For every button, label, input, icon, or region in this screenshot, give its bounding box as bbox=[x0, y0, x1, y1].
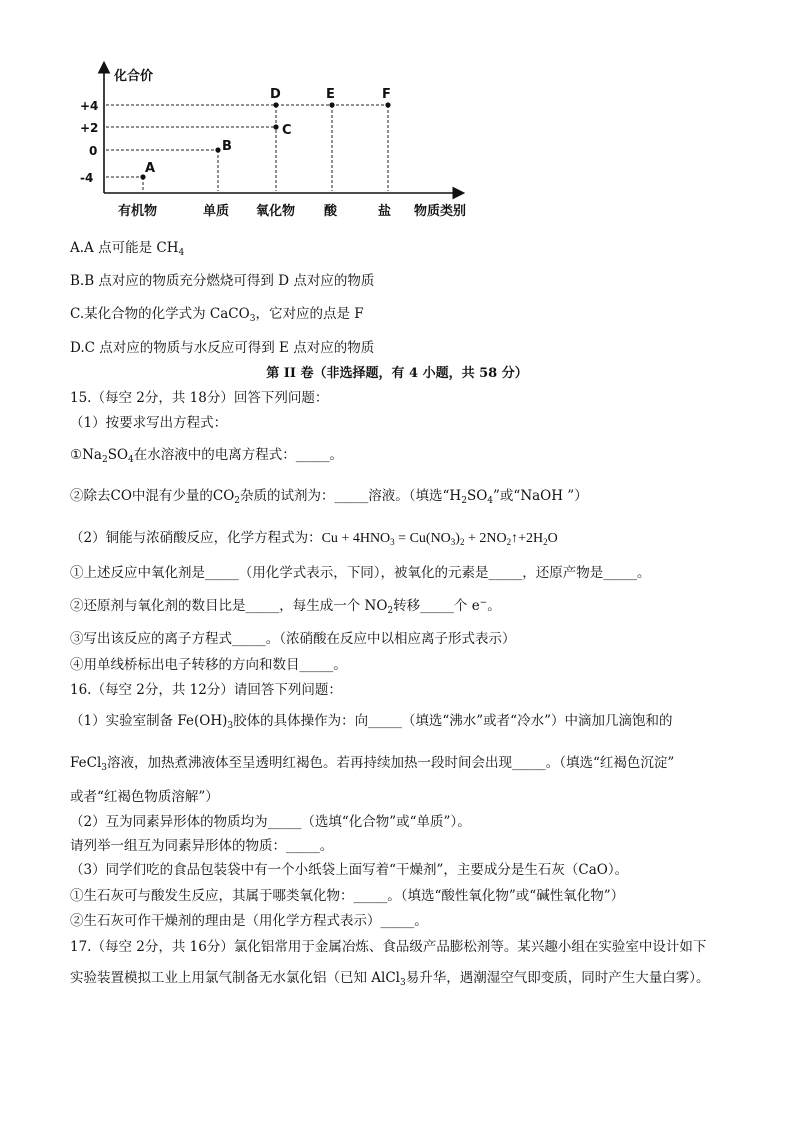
y-tick-label: 0 bbox=[89, 144, 98, 158]
y-tick-label: -4 bbox=[80, 171, 94, 185]
point-b bbox=[215, 147, 220, 152]
q16-line7: ①生石灰可与酸发生反应，其属于哪类氧化物：_____。（填选“酸性氧化物”或“碱性氧化物”） bbox=[70, 888, 625, 904]
q17-line2: 实验装置模拟工业上用氯气制备无水氯化铝（已知 AlCl$_3$易升华，遇潮湿空气即变质，同时产生大量白雾）。 bbox=[70, 970, 710, 988]
q17-line1: 17.（每空 2分，共 16分）氯化铝常用于金属冶炼、食品级产品膨松剂等。某兴趣小组在实验室中设计如下 bbox=[70, 939, 707, 955]
q15-part2: （2）铜能与浓硝酸反应，化学方程式为：$Cu + 4HNO_3 = Cu(NO_3)_2$ + $2NO_2↑+2H_2O$ bbox=[70, 530, 558, 547]
point-f bbox=[385, 102, 390, 107]
x-category-label: 酸 bbox=[324, 204, 338, 219]
q16-line6: （3）同学们吃的食品包装袋中有一个小纸袋上面写着“干燥剂”，主要成分是生石灰（CaO）。 bbox=[70, 862, 629, 878]
x-category-label: 单质 bbox=[203, 204, 230, 219]
q16-line1: （1）实验室制备 $Fe(OH)_3$胶体的具体操作为：向_____（填选“沸水”或者“冷水”）中滴加几滴饱和的 bbox=[70, 713, 673, 731]
point-label-a: A bbox=[145, 161, 156, 176]
q15-line5: ③写出该反应的离子方程式_____。（浓硝酸在反应中以相应离子形式表示） bbox=[70, 631, 516, 647]
y-axis-label: 化合价 bbox=[114, 69, 154, 84]
option-a: A.A 点可能是 $CH_4$ bbox=[70, 240, 185, 258]
q15-line3: ①上述反应中氧化剂是_____（用化学式表示，下同），被氧化的元素是_____，还原产物是_____。 bbox=[70, 565, 651, 581]
x-category-label: 有机物 bbox=[118, 204, 158, 219]
y-tick-label: +2 bbox=[80, 121, 99, 135]
point-e bbox=[329, 102, 334, 107]
point-label-b: B bbox=[222, 139, 232, 154]
option-d: D.C 点对应的物质与水反应可得到 E 点对应的物质 bbox=[70, 340, 375, 356]
point-label-c: C bbox=[282, 123, 292, 138]
q15-part1: （1）按要求写出方程式： bbox=[70, 415, 228, 431]
y-tick-label: +4 bbox=[80, 99, 99, 113]
point-label-d: D bbox=[270, 87, 281, 102]
q15-header: 15.（每空 2分，共 18分）回答下列问题： bbox=[70, 390, 329, 406]
q16-line2: FeCl$_3$溶液，加热煮沸液体至呈透明红褐色。若再持续加热一段时间会出现_____。（填选“红褐色沉淀” bbox=[70, 755, 675, 773]
option-b: B.B 点对应的物质充分燃烧可得到 D 点对应的物质 bbox=[70, 273, 375, 289]
guide-lines bbox=[106, 105, 388, 191]
q16-line5: 请列举一组互为同素异形体的物质：_____。 bbox=[70, 838, 334, 854]
point-label-e: E bbox=[326, 87, 335, 102]
option-c: C.某化合物的化学式为 CaCO$_3$，它对应的点是 F bbox=[70, 306, 364, 324]
q15-line4: ②还原剂与氧化剂的数目比是_____，每生成一个 $NO_2$转移_____个 e−。 bbox=[70, 598, 501, 616]
reaction-equation: $Cu + 4HNO_3 = Cu(NO_3)_2$ + $2NO_2↑+2H_2O$ bbox=[321, 531, 558, 547]
q16-line8: ②生石灰可作干燥剂的理由是（用化学方程式表示）_____。 bbox=[70, 913, 428, 929]
point-label-f: F bbox=[382, 87, 391, 102]
q16-line4: （2）互为同素异形体的物质均为_____（选填“化合物”或“单质”）。 bbox=[70, 814, 471, 830]
q16-line3: 或者“红褐色物质溶解”） bbox=[70, 789, 219, 805]
x-category-label: 氧化物 bbox=[256, 204, 296, 219]
q15-line2: ②除去CO中混有少量的$CO_2$杂质的试剂为：_____溶液。（填选“$H_2SO_4$”或“NaOH ”） bbox=[70, 488, 588, 506]
point-c bbox=[273, 124, 278, 129]
q15-line1: $①Na_2SO_4$在水溶液中的电离方程式：_____。 bbox=[70, 447, 344, 465]
x-axis-label: 物质类别 bbox=[414, 204, 467, 219]
q15-line6: ④用单线桥标出电子转移的方向和数目_____。 bbox=[70, 657, 347, 673]
section-title: 第 II 卷（非选择题，有 4 小题，共 58 分） bbox=[266, 366, 528, 381]
x-category-label: 盐 bbox=[378, 204, 392, 219]
valence-category-chart bbox=[70, 56, 500, 226]
point-d bbox=[273, 102, 278, 107]
q16-header: 16.（每空 2分，共 12分）请回答下列问题： bbox=[70, 682, 342, 698]
